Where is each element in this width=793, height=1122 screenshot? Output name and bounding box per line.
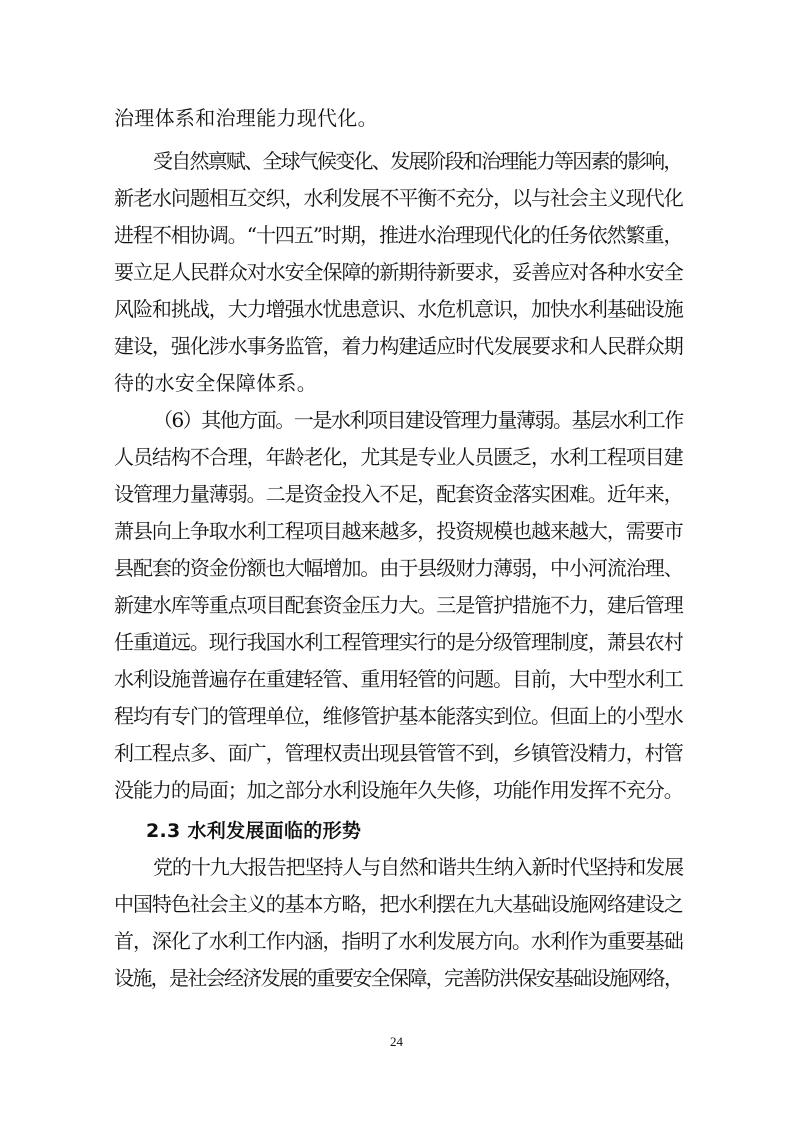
text-line: 建设，强化涉水事务监管，着力构建适应时代发展要求和人民群众期 [114,334,683,358]
text-line: 设施，是社会经济发展的重要安全保障，完善防洪保安基础设施网络， [114,966,683,990]
text-line: 县配套的资金份额也大幅增加。由于县级财力薄弱，中小河流治理、 [114,556,683,580]
text-line: 萧县向上争取水利工程项目越来越多，投资规模也越来越大，需要市 [114,519,683,543]
text-line: 进程不相协调。“十四五”时期，推进水治理现代化的任务依然繁重， [114,223,683,247]
paragraph-first-line: 党的十九大报告把坚持人与自然和谐共生纳入新时代坚持和发展 [153,855,684,879]
paragraph-first-line: （6）其他方面。一是水利项目建设管理力量薄弱。基层水利工作 [153,408,683,432]
text-line: 程均有专门的管理单位，维修管护基本能落实到位。但面上的小型水 [114,704,683,728]
text-line: 利工程点多、面广，管理权责出现县管管不到，乡镇管没精力，村管 [114,741,683,765]
text-line: 任重道远。现行我国水利工程管理实行的是分级管理制度，萧县农村 [114,630,683,654]
paragraph-first-line: 受自然禀赋、全球气候变化、发展阶段和治理能力等因素的影响， [153,149,682,173]
text-line: 首，深化了水利工作内涵，指明了水利发展方向。水利作为重要基础 [114,929,683,953]
text-line: 新建水库等重点项目配套资金压力大。三是管护措施不力，建后管理 [114,593,683,617]
page-number: 24 [390,1034,403,1049]
text-line: 要立足人民群众对水安全保障的新期待新要求，妥善应对各种水安全 [114,260,683,284]
text-line: 没能力的局面；加之部分水利设施年久失修，功能作用发挥不充分。 [114,778,683,802]
text-line: 中国特色社会主义的基本方略，把水利摆在九大基础设施网络建设之 [114,892,683,916]
text-line: 新老水问题相互交织，水利发展不平衡不充分，以与社会主义现代化 [114,186,683,210]
text-line: 设管理力量薄弱。二是资金投入不足，配套资金落实困难。近年来， [114,482,683,506]
text-line: 人员结构不合理，年龄老化，尤其是专业人员匮乏，水利工程项目建 [114,445,683,469]
text-line: 水利设施普遍存在重建轻管、重用轻管的问题。目前，大中型水利工 [114,667,683,691]
text-line: 风险和挑战，大力增强水忧患意识、水危机意识，加快水利基础设施 [114,297,683,321]
text-line: 治理体系和治理能力现代化。 [114,106,378,130]
section-heading: 2.3 水利发展面临的形势 [146,820,362,842]
text-line: 待的水安全保障体系。 [114,371,317,395]
